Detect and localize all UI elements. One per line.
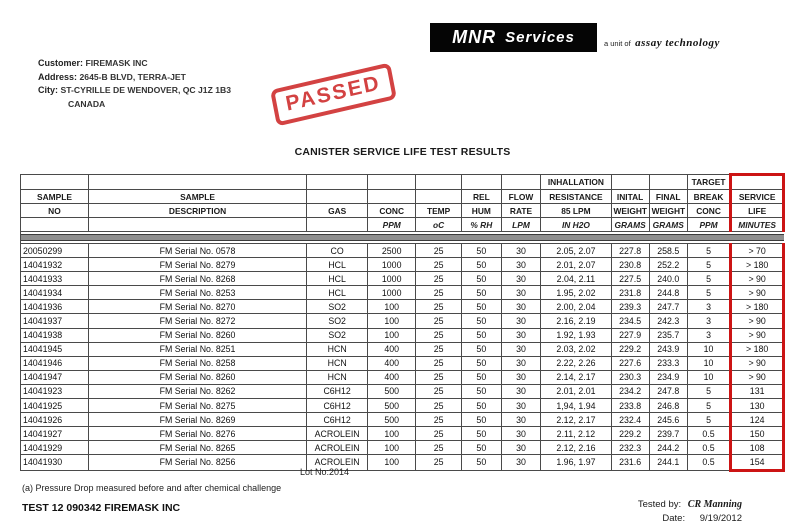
table-cell: 230.3 [611, 370, 649, 384]
customer-value: FIREMASK INC [85, 58, 148, 68]
table-cell: 50 [461, 300, 501, 314]
table-cell: 25 [416, 441, 462, 455]
header-cell [731, 175, 784, 190]
pressure-drop-note: (a) Pressure Drop measured before and after chemical challenge [22, 483, 282, 493]
tagline-prefix: a unit of [604, 39, 631, 48]
table-cell: 233.3 [649, 356, 687, 370]
table-cell: 227.9 [611, 328, 649, 342]
test-id: TEST 12 090342 FIREMASK INC [22, 502, 181, 514]
table-cell: FM Serial No. 8258 [88, 356, 306, 370]
header-cell: HUM [461, 204, 501, 218]
date-label: Date: [662, 513, 686, 524]
table-cell: 14041945 [21, 342, 89, 356]
table-cell: 1000 [368, 258, 416, 272]
table-cell: 100 [368, 300, 416, 314]
table-cell: > 90 [731, 314, 784, 328]
table-cell: 243.9 [649, 342, 687, 356]
table-cell: FM Serial No. 8272 [88, 314, 306, 328]
table-cell: 30 [501, 370, 541, 384]
results-table-wrap [20, 173, 785, 472]
customer-info-block [38, 57, 231, 111]
table-cell: 2500 [368, 244, 416, 258]
table-cell: > 180 [731, 258, 784, 272]
header-cell: INITAL [611, 190, 649, 204]
header-cell: FLOW [501, 190, 541, 204]
table-row [21, 427, 784, 441]
tagline-brand: assay technology [635, 37, 720, 49]
table-cell: 100 [368, 455, 416, 470]
table-cell: FM Serial No. 8253 [88, 286, 306, 300]
table-row [21, 342, 784, 356]
table-cell: 50 [461, 427, 501, 441]
header-cell: SERVICE [731, 190, 784, 204]
table-cell: 14041936 [21, 300, 89, 314]
table-cell: 14041930 [21, 455, 89, 470]
table-cell: 1,94, 1.94 [541, 399, 611, 413]
header-cell [611, 175, 649, 190]
table-cell: 247.7 [649, 300, 687, 314]
table-cell: > 90 [731, 272, 784, 286]
table-head [21, 175, 784, 244]
tested-by-label: Tested by: [637, 499, 682, 510]
table-cell: 1.92, 1.93 [541, 328, 611, 342]
table-row [21, 384, 784, 398]
table-cell: 0.5 [687, 455, 730, 470]
table-cell: 131 [731, 384, 784, 398]
table-cell: 14041929 [21, 441, 89, 455]
table-cell: 2.11, 2.12 [541, 427, 611, 441]
table-row [21, 258, 784, 272]
table-cell: 100 [368, 441, 416, 455]
table-cell: HCL [307, 272, 368, 286]
table-cell: 400 [368, 342, 416, 356]
table-cell: 30 [501, 244, 541, 258]
table-row [21, 370, 784, 384]
header-cell: NO [21, 204, 89, 218]
table-cell: 252.2 [649, 258, 687, 272]
table-cell: C6H12 [307, 399, 368, 413]
table-cell: FM Serial No. 8268 [88, 272, 306, 286]
table-cell: 227.6 [611, 356, 649, 370]
table-cell: 239.3 [611, 300, 649, 314]
table-cell: 3 [687, 328, 730, 342]
table-cell: 25 [416, 455, 462, 470]
table-cell: > 70 [731, 244, 784, 258]
logo-brand-text: MNR [452, 27, 497, 47]
table-cell: 30 [501, 427, 541, 441]
table-cell: 30 [501, 384, 541, 398]
header-cell: oC [416, 218, 462, 232]
table-cell: 25 [416, 370, 462, 384]
table-cell: 227.5 [611, 272, 649, 286]
table-cell: 30 [501, 258, 541, 272]
country-line: CANADA [68, 98, 106, 109]
table-cell: 25 [416, 342, 462, 356]
header-cell: PPM [687, 218, 730, 232]
customer-label: Customer: [38, 58, 84, 68]
lot-number: Lot No:2014 [300, 467, 350, 477]
table-cell: 14041932 [21, 258, 89, 272]
results-table [20, 173, 785, 472]
table-cell: FM Serial No. 8265 [88, 441, 306, 455]
table-cell: 244.1 [649, 455, 687, 470]
table-cell: 124 [731, 413, 784, 427]
table-cell: > 90 [731, 286, 784, 300]
table-row [21, 455, 784, 470]
table-cell: 244.8 [649, 286, 687, 300]
mnr-services-logo [430, 23, 597, 52]
passed-stamp: PASSED [270, 63, 397, 127]
table-cell: 239.7 [649, 427, 687, 441]
table-cell: 14041937 [21, 314, 89, 328]
logo-tagline [604, 33, 720, 51]
header-cell [416, 190, 462, 204]
table-cell: 50 [461, 455, 501, 470]
table-cell: 1.96, 1.97 [541, 455, 611, 470]
table-cell: 50 [461, 399, 501, 413]
table-cell: 50 [461, 384, 501, 398]
table-cell: CO [307, 244, 368, 258]
header-cell: LPM [501, 218, 541, 232]
table-cell: 30 [501, 441, 541, 455]
table-cell: 2.01, 2.07 [541, 258, 611, 272]
table-cell: > 180 [731, 342, 784, 356]
header-cell: GRAMS [611, 218, 649, 232]
table-cell: 5 [687, 399, 730, 413]
table-cell: 247.8 [649, 384, 687, 398]
table-cell: 2.12, 2.16 [541, 441, 611, 455]
table-cell: 30 [501, 328, 541, 342]
header-cell: TEMP [416, 204, 462, 218]
table-cell: C6H12 [307, 384, 368, 398]
table-cell: 0.5 [687, 441, 730, 455]
date-line [638, 512, 742, 526]
table-cell: 258.5 [649, 244, 687, 258]
table-cell: 14041947 [21, 370, 89, 384]
header-cell [501, 175, 541, 190]
table-cell: 227.8 [611, 244, 649, 258]
table-cell: 30 [501, 286, 541, 300]
table-cell: 240.0 [649, 272, 687, 286]
table-cell: 25 [416, 356, 462, 370]
table-cell: 235.7 [649, 328, 687, 342]
table-cell: HCL [307, 286, 368, 300]
table-cell: 50 [461, 244, 501, 258]
header-cell: TARGET [687, 175, 730, 190]
header-cell: RATE [501, 204, 541, 218]
table-cell: 0.5 [687, 427, 730, 441]
header-cell: RESISTANCE [541, 190, 611, 204]
header-cell: CONC [687, 204, 730, 218]
table-cell: 5 [687, 272, 730, 286]
table-cell: 30 [501, 356, 541, 370]
header-cell: INHALLATION [541, 175, 611, 190]
table-cell: 233.8 [611, 399, 649, 413]
table-cell: SO2 [307, 328, 368, 342]
table-row [21, 272, 784, 286]
table-cell: 50 [461, 441, 501, 455]
header-row [21, 190, 784, 204]
table-cell: 229.2 [611, 427, 649, 441]
table-row [21, 314, 784, 328]
table-cell: 500 [368, 413, 416, 427]
table-cell: 234.2 [611, 384, 649, 398]
table-cell: FM Serial No. 8276 [88, 427, 306, 441]
table-cell: > 90 [731, 370, 784, 384]
table-body [21, 244, 784, 471]
table-row [21, 300, 784, 314]
table-cell: 50 [461, 286, 501, 300]
header-cell [368, 175, 416, 190]
table-cell: 14041934 [21, 286, 89, 300]
table-row [21, 399, 784, 413]
table-cell: 50 [461, 258, 501, 272]
table-row [21, 328, 784, 342]
table-cell: 232.3 [611, 441, 649, 455]
header-cell: IN H2O [541, 218, 611, 232]
header-cell: REL [461, 190, 501, 204]
table-cell: 50 [461, 342, 501, 356]
table-cell: 234.9 [649, 370, 687, 384]
table-cell: 5 [687, 384, 730, 398]
table-cell: 20050299 [21, 244, 89, 258]
table-cell: 14041926 [21, 413, 89, 427]
table-cell: 2.12, 2.17 [541, 413, 611, 427]
table-cell: ACROLEIN [307, 427, 368, 441]
table-cell: 234.5 [611, 314, 649, 328]
table-cell: 232.4 [611, 413, 649, 427]
table-cell: 30 [501, 272, 541, 286]
header-cell: PPM [368, 218, 416, 232]
table-cell: 30 [501, 342, 541, 356]
table-cell: 50 [461, 314, 501, 328]
table-cell: 30 [501, 413, 541, 427]
table-cell: FM Serial No. 8260 [88, 370, 306, 384]
table-cell: 150 [731, 427, 784, 441]
table-cell: FM Serial No. 8269 [88, 413, 306, 427]
table-cell: FM Serial No. 8262 [88, 384, 306, 398]
table-cell: 100 [368, 328, 416, 342]
table-row [21, 286, 784, 300]
city-label: City: [38, 85, 58, 95]
table-cell: HCN [307, 370, 368, 384]
table-cell: 50 [461, 356, 501, 370]
header-cell [307, 218, 368, 232]
table-cell: 25 [416, 258, 462, 272]
table-cell: > 90 [731, 356, 784, 370]
table-row [21, 413, 784, 427]
table-cell: 245.6 [649, 413, 687, 427]
table-cell: 50 [461, 272, 501, 286]
table-cell: 231.6 [611, 455, 649, 470]
table-cell: SO2 [307, 300, 368, 314]
table-cell: 231.8 [611, 286, 649, 300]
table-cell: 30 [501, 455, 541, 470]
table-cell: > 180 [731, 300, 784, 314]
header-cell: MINUTES [731, 218, 784, 232]
tested-by-line [638, 498, 742, 512]
header-cell [21, 175, 89, 190]
table-cell: 2.04, 2.11 [541, 272, 611, 286]
table-cell: FM Serial No. 8275 [88, 399, 306, 413]
header-cell: BREAK [687, 190, 730, 204]
header-cell [88, 218, 306, 232]
table-cell: 25 [416, 328, 462, 342]
page-title: CANISTER SERVICE LIFE TEST RESULTS [294, 146, 511, 158]
table-cell: 5 [687, 258, 730, 272]
table-cell: FM Serial No. 8256 [88, 455, 306, 470]
header-cell: SAMPLE [88, 190, 306, 204]
customer-line [38, 57, 231, 71]
table-cell: ACROLEIN [307, 455, 368, 470]
table-cell: FM Serial No. 8251 [88, 342, 306, 356]
header-cell [649, 175, 687, 190]
header-cell [461, 175, 501, 190]
table-row [21, 356, 784, 370]
table-cell: 14041923 [21, 384, 89, 398]
table-cell: 2.00, 2.04 [541, 300, 611, 314]
header-cell [416, 175, 462, 190]
header-cell [368, 190, 416, 204]
table-cell: 25 [416, 384, 462, 398]
table-cell: 50 [461, 370, 501, 384]
header-row [21, 218, 784, 232]
table-cell: HCN [307, 356, 368, 370]
table-cell: 25 [416, 413, 462, 427]
table-cell: 2.14, 2.17 [541, 370, 611, 384]
table-cell: 1000 [368, 272, 416, 286]
date-value: 9/19/2012 [699, 513, 742, 524]
signoff-block [638, 498, 742, 526]
header-cell [21, 218, 89, 232]
table-cell: 2.03, 2.02 [541, 342, 611, 356]
table-cell: 25 [416, 314, 462, 328]
header-cell [307, 175, 368, 190]
header-cell: FINAL [649, 190, 687, 204]
table-cell: 25 [416, 399, 462, 413]
table-cell: 400 [368, 356, 416, 370]
header-cell: DESCRIPTION [88, 204, 306, 218]
address-label: Address: [38, 71, 78, 82]
header-cell [307, 190, 368, 204]
table-cell: 246.8 [649, 399, 687, 413]
table-cell: 14041933 [21, 272, 89, 286]
table-cell: 50 [461, 413, 501, 427]
table-cell: 50 [461, 328, 501, 342]
table-cell: FM Serial No. 8279 [88, 258, 306, 272]
header-cell: GRAMS [649, 218, 687, 232]
table-cell: 2.05, 2.07 [541, 244, 611, 258]
table-cell: 25 [416, 300, 462, 314]
header-cell: CONC [368, 204, 416, 218]
header-cell: % RH [461, 218, 501, 232]
table-cell: > 90 [731, 328, 784, 342]
header-row [21, 175, 784, 190]
tested-by-signature: CR Manning [687, 499, 742, 510]
table-cell: 25 [416, 286, 462, 300]
table-cell: 5 [687, 286, 730, 300]
table-cell: 25 [416, 244, 462, 258]
table-cell: HCN [307, 342, 368, 356]
table-row [21, 441, 784, 455]
table-cell: 400 [368, 370, 416, 384]
table-cell: 30 [501, 314, 541, 328]
table-cell: 2.22, 2.26 [541, 356, 611, 370]
table-cell: 5 [687, 413, 730, 427]
table-cell: 1000 [368, 286, 416, 300]
table-cell: 230.8 [611, 258, 649, 272]
city-value: ST-CYRILLE DE WENDOVER, QC J1Z 1B3 [60, 85, 231, 95]
table-cell: 244.2 [649, 441, 687, 455]
table-cell: 10 [687, 356, 730, 370]
header-cell: GAS [307, 204, 368, 218]
table-cell: 3 [687, 314, 730, 328]
header-cell: SAMPLE [21, 190, 89, 204]
header-row [21, 204, 784, 218]
table-cell: 14041938 [21, 328, 89, 342]
header-cell: WEIGHT [611, 204, 649, 218]
table-cell: SO2 [307, 314, 368, 328]
header-cell: LIFE [731, 204, 784, 218]
table-cell: ACROLEIN [307, 441, 368, 455]
address-value: 2645-B BLVD, TERRA-JET [79, 71, 186, 82]
table-cell: 242.3 [649, 314, 687, 328]
table-cell: HCL [307, 258, 368, 272]
table-cell: 154 [731, 455, 784, 470]
address-line [38, 71, 231, 85]
table-cell: 130 [731, 399, 784, 413]
table-cell: 500 [368, 384, 416, 398]
logo-services-text: Services [505, 29, 575, 46]
table-cell: 3 [687, 300, 730, 314]
table-cell: 14041946 [21, 356, 89, 370]
header-cell: WEIGHT [649, 204, 687, 218]
table-cell: 30 [501, 300, 541, 314]
table-cell: 14041927 [21, 427, 89, 441]
table-cell: 30 [501, 399, 541, 413]
table-cell: 10 [687, 370, 730, 384]
header-cell [88, 175, 306, 190]
table-cell: FM Serial No. 8260 [88, 328, 306, 342]
table-cell: 1.95, 2.02 [541, 286, 611, 300]
city-line [38, 84, 231, 98]
table-cell: FM Serial No. 8270 [88, 300, 306, 314]
table-cell: 5 [687, 244, 730, 258]
table-cell: 100 [368, 314, 416, 328]
table-cell: 229.2 [611, 342, 649, 356]
table-cell: 100 [368, 427, 416, 441]
table-cell: 25 [416, 272, 462, 286]
table-row [21, 244, 784, 258]
table-cell: 500 [368, 399, 416, 413]
table-cell: 2.16, 2.19 [541, 314, 611, 328]
header-cell: 85 LPM [541, 204, 611, 218]
table-cell: 25 [416, 427, 462, 441]
header-separator [21, 232, 784, 244]
table-cell: 2.01, 2.01 [541, 384, 611, 398]
table-cell: 14041925 [21, 399, 89, 413]
table-cell: 10 [687, 342, 730, 356]
table-cell: 108 [731, 441, 784, 455]
table-cell: C6H12 [307, 413, 368, 427]
table-cell: FM Serial No. 0578 [88, 244, 306, 258]
